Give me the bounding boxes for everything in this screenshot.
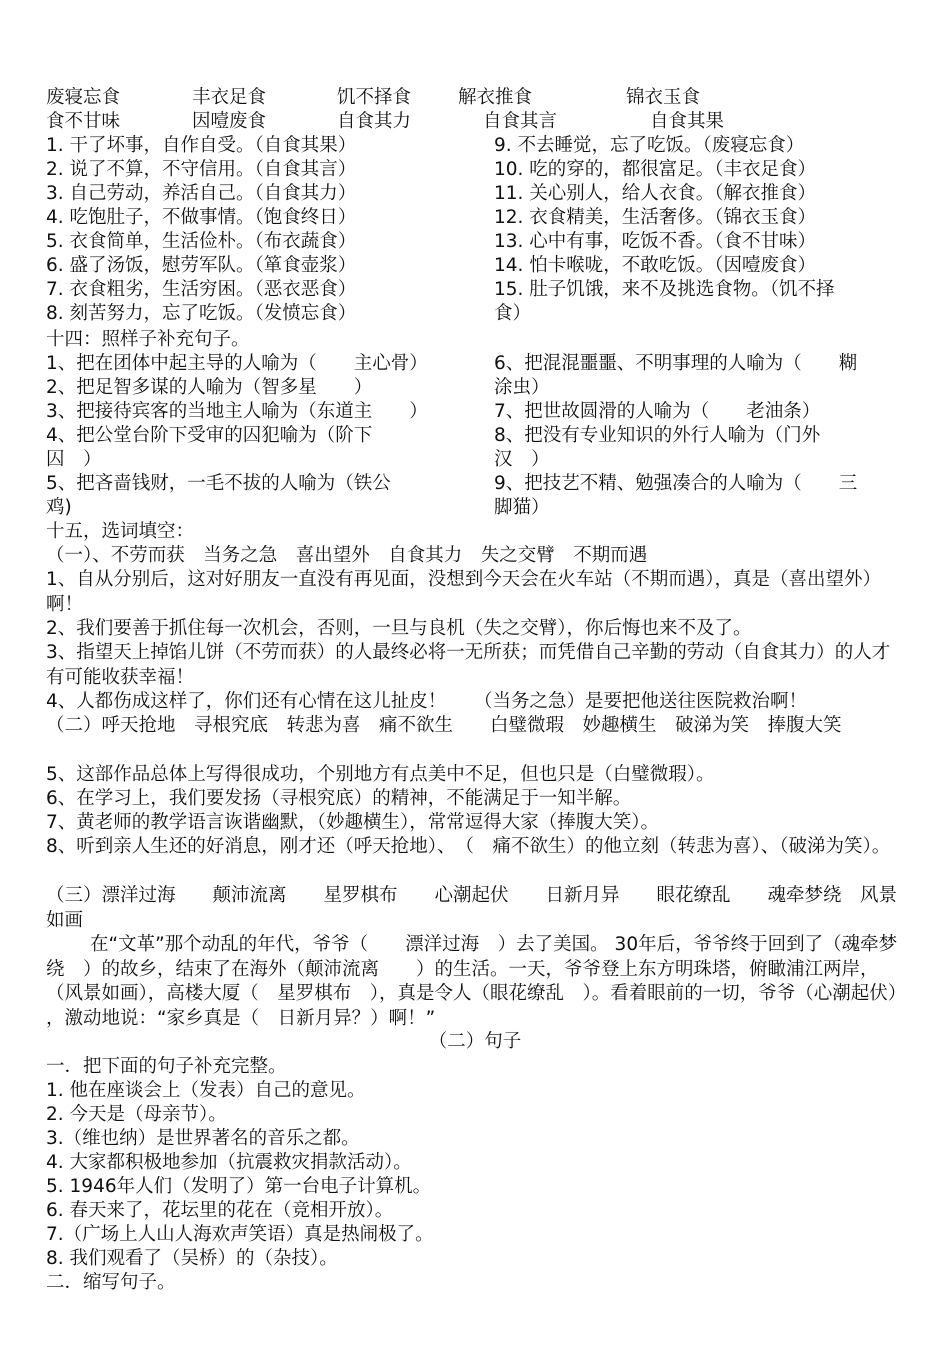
word-bank-1: （一）、不劳而获 当务之急 喜出望外 自食其力 失之交臂 不期而遇 [46, 545, 648, 566]
idiom-item: 15. 肚子饥饿，来不及挑选食物。（饥不择 [494, 279, 835, 300]
idiom-item: 8. 刻苦努力，忘了吃饭。（发愤忘食） [46, 303, 357, 324]
idiom-item: 7. 衣食粗劣，生活穷困。（恶衣恶食） [46, 279, 357, 300]
idiom-item: 5. 衣食简单，生活俭朴。（布衣蔬食） [46, 231, 357, 252]
section-15-heading: 十五，选词填空： [46, 521, 195, 542]
fill-blank-passage: 在“文革”那个动乱的年代，爷爷（ 漂洋过海 ）去了美国。 30年后，爷爷终于回到了（魂牵梦绕 ）的故乡，结束了在海外（颠沛流离 ）的生活。一天，爷爷登上东方明珠塔，俯瞰浦江两岸， （风景如画），高楼大厦（ 星罗棋布 ），真是令人（眼花缭乱 ）。看着眼前的一切，爷爷（心潮起伏） ，激动地说：“家乡真是（ 日新月异？）啊！” [46, 934, 916, 1029]
idiom-word: 丰衣足食 [192, 87, 267, 108]
idiom-word: 自食其力 [337, 111, 412, 132]
section-14-heading: 十四：照样子补充句子。 [46, 329, 250, 350]
section-title: （二）句子 [428, 1031, 522, 1052]
sentence-item: 7.（广场上人山人海欢声笑语）真是热闹极了。 [46, 1224, 434, 1245]
idiom-item: 6. 盛了汤饭，慰劳军队。（箪食壶浆） [46, 255, 357, 276]
fill-blank-item: 4、人都伤成这样了，你们还有心情在这儿扯皮！ （当务之急）是要把他送往医院救治啊！ [46, 691, 808, 712]
sentence-item: 3.（维也纳）是世界著名的音乐之都。 [46, 1128, 360, 1149]
metaphor-item: 鸡) [46, 497, 72, 518]
metaphor-item: 3、把接待宾客的当地主人喻为（东道主 ） [46, 401, 428, 422]
idiom-item: 10. 吃的穿的，都很富足。（丰衣足食） [494, 159, 817, 180]
idiom-item: 2. 说了不算，不守信用。（自食其言） [46, 159, 357, 180]
part-2-heading: 二．缩写句子。 [46, 1272, 176, 1293]
idiom-word: 锦衣玉食 [626, 87, 701, 108]
idiom-word: 饥不择食 [337, 87, 412, 108]
sentence-item: 1. 他在座谈会上（发表）自己的意见。 [46, 1080, 366, 1101]
sentence-item: 5. 1946年人们（发明了）第一台电子计算机。 [46, 1176, 432, 1197]
idiom-item: 4. 吃饱肚子，不做事情。（饱食终日） [46, 207, 357, 228]
fill-blank-item: 2、我们要善于抓住每一次机会，否则，一旦与良机（失之交臂），你后悔也来不及了。 [46, 618, 752, 639]
metaphor-item: 8、把没有专业知识的外行人喻为（门外 [494, 425, 821, 446]
idiom-item: 1. 干了坏事，自作自受。（自食其果） [46, 135, 357, 156]
idiom-item: 食） [494, 303, 532, 324]
part-1-heading: 一．把下面的句子补充完整。 [46, 1056, 287, 1077]
idiom-item: 9. 不去睡觉，忘了吃饭。（废寝忘食） [494, 135, 805, 156]
idiom-word: 自食其果 [650, 111, 725, 132]
idiom-word: 废寝忘食 [46, 87, 121, 108]
word-bank-3: （三）漂洋过海 颠沛流离 星罗棋布 心潮起伏 日新月异 眼花缭乱 魂牵梦绕 风景如画 [46, 885, 898, 931]
fill-blank-item: 7、黄老师的教学语言诙谐幽默，（妙趣横生），常常逗得大家（捧腹大笑）。 [46, 812, 660, 833]
metaphor-item: 2、把足智多谋的人喻为（智多星 ） [46, 377, 373, 398]
sentence-item: 4. 大家都积极地参加（抗震救灾捐款活动）。 [46, 1152, 412, 1173]
metaphor-item: 涂虫） [494, 377, 550, 398]
idiom-word: 因噎废食 [192, 111, 267, 132]
fill-blank-item: 6、在学习上，我们要发扬（寻根究底）的精神，不能满足于一知半解。 [46, 788, 632, 809]
idiom-word: 解衣推食 [458, 87, 533, 108]
sentence-item: 2. 今天是（母亲节）。 [46, 1104, 227, 1125]
idiom-item: 14. 怕卡喉咙，不敢吃饭。（因噎废食） [494, 255, 817, 276]
fill-blank-item: 8、听到亲人生还的好消息，刚才还（呼天抢地）、 （ 痛不欲生）的他立刻（转悲为喜）、（破涕为笑）。 [46, 836, 891, 857]
metaphor-item: 4、把公堂台阶下受审的囚犯喻为（阶下 [46, 425, 373, 446]
idiom-item: 3. 自己劳动，养活自己。（自食其力） [46, 183, 357, 204]
idiom-item: 13. 心中有事，吃饭不香。（食不甘味） [494, 231, 817, 252]
fill-blank-item: 1、自从分别后，这对好朋友一直没有再见面，没想到今天会在火车站（不期而遇），真是（喜出望外）啊！ [46, 569, 882, 615]
metaphor-item: 囚 ） [46, 449, 102, 470]
idiom-item: 12. 衣食精美，生活奢侈。（锦衣玉食） [494, 207, 817, 228]
metaphor-item: 5、把吝啬钱财，一毛不拔的人喻为（铁公 [46, 473, 391, 494]
sentence-item: 8. 我们观看了（吴桥）的（杂技）。 [46, 1248, 338, 1269]
fill-blank-item: 5、这部作品总体上写得很成功，个别地方有点美中不足，但也只是（白璧微瑕）。 [46, 764, 715, 785]
idiom-word: 自食其言 [483, 111, 558, 132]
metaphor-item: 1、把在团体中起主导的人喻为（ 主心骨） [46, 353, 428, 374]
metaphor-item: 7、把世故圆滑的人喻为（ 老油条） [494, 401, 821, 422]
metaphor-item: 脚猫） [494, 497, 550, 518]
idiom-item: 11. 关心别人，给人衣食。（解衣推食） [494, 183, 817, 204]
metaphor-item: 9、把技艺不精、勉强凑合的人喻为（ 三 [494, 473, 858, 494]
metaphor-item: 6、把混混噩噩、不明事理的人喻为（ 糊 [494, 353, 858, 374]
metaphor-item: 汉 ） [494, 449, 550, 470]
sentence-item: 6. 春天来了，花坛里的花在（竞相开放）。 [46, 1200, 394, 1221]
fill-blank-item: 3、指望天上掉馅儿饼（不劳而获）的人最终必将一无所获；而凭借自己辛勤的劳动（自食其力）的人才有可能收获幸福！ [46, 642, 891, 688]
idiom-word: 食不甘味 [46, 111, 121, 132]
word-bank-2: （二）呼天抢地 寻根究底 转悲为喜 痛不欲生 白璧微瑕 妙趣横生 破涕为笑 捧腹大笑 [46, 715, 842, 736]
